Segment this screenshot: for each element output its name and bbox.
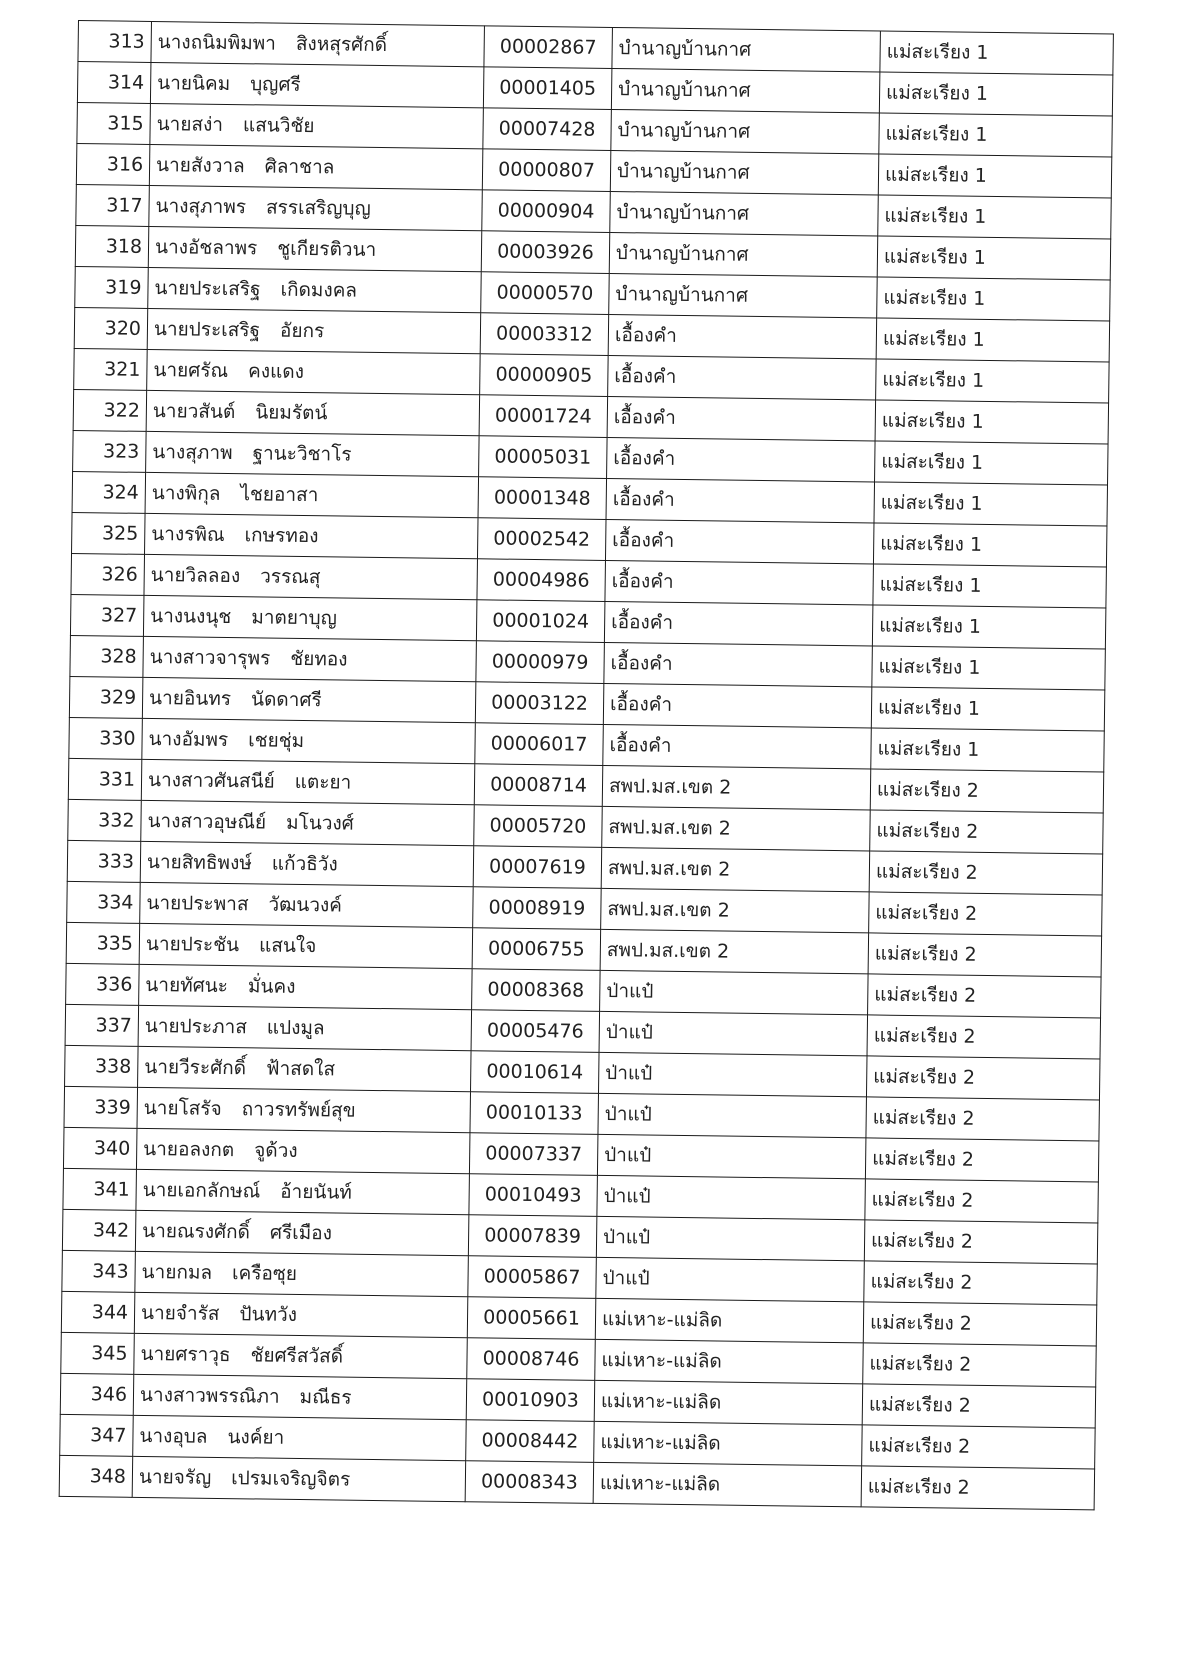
row-number: 319 bbox=[75, 266, 149, 308]
member-id: 00004986 bbox=[477, 559, 606, 602]
name-title-first: นายจรัญ bbox=[138, 1465, 212, 1489]
member-id: 00007839 bbox=[468, 1215, 597, 1258]
surname: ศิลาชาล bbox=[264, 155, 335, 179]
member-name bbox=[150, 103, 484, 148]
name-title-first: นายศรัณ bbox=[153, 359, 229, 382]
unit-name: สพป.มส.เขต 2 bbox=[601, 888, 870, 933]
zone-name: แม่สะเรียง 2 bbox=[863, 1302, 1097, 1346]
unit-name: แม่เหาะ-แม่ลิด bbox=[594, 1380, 863, 1425]
zone-name: แม่สะเรียง 1 bbox=[876, 318, 1110, 362]
name-title-first: นางถนิมพิมพา bbox=[157, 31, 277, 55]
row-number: 336 bbox=[66, 963, 140, 1005]
name-title-first: นายสิทธิพงษ์ bbox=[146, 850, 252, 875]
member-id: 00001405 bbox=[483, 67, 612, 110]
surname: วัฒนวงค์ bbox=[268, 893, 343, 917]
surname: ศรีเมือง bbox=[269, 1221, 333, 1245]
member-id: 00003312 bbox=[480, 313, 609, 356]
zone-name: แม่สะเรียง 1 bbox=[873, 564, 1107, 608]
name-title-first: นายวิลลอง bbox=[150, 564, 241, 588]
row-number: 318 bbox=[75, 225, 149, 267]
member-name bbox=[146, 431, 480, 476]
unit-name: ป่าแป๋ bbox=[598, 1052, 867, 1097]
unit-name: ป่าแป๋ bbox=[596, 1216, 865, 1261]
member-id: 00007337 bbox=[469, 1133, 598, 1176]
member-name bbox=[142, 677, 476, 722]
member-id: 00005867 bbox=[468, 1256, 597, 1299]
surname: ฐานะวิชาโร bbox=[252, 442, 352, 466]
member-id: 00007428 bbox=[483, 108, 612, 151]
zone-name: แม่สะเรียง 2 bbox=[868, 974, 1102, 1018]
unit-name: เอื้องคำ bbox=[605, 519, 874, 564]
unit-name: บำนาญบ้านกาศ bbox=[610, 191, 879, 236]
row-number: 338 bbox=[65, 1045, 139, 1087]
member-id: 00008714 bbox=[474, 764, 603, 807]
surname: มณีธร bbox=[299, 1386, 352, 1409]
unit-name: ป่าแป๋ bbox=[596, 1257, 865, 1302]
unit-name: บำนาญบ้านกาศ bbox=[610, 150, 879, 195]
member-name bbox=[140, 841, 474, 886]
surname: วรรณสุ bbox=[260, 565, 321, 589]
row-number: 316 bbox=[76, 143, 150, 185]
unit-name: ป่าแป๋ bbox=[599, 1011, 868, 1056]
member-name bbox=[147, 349, 481, 394]
row-number: 324 bbox=[72, 471, 146, 513]
row-number: 344 bbox=[61, 1291, 135, 1333]
row-number: 345 bbox=[61, 1332, 135, 1374]
member-name bbox=[140, 882, 474, 927]
surname: มาตยาบุญ bbox=[251, 606, 338, 630]
member-id: 00002867 bbox=[484, 26, 613, 69]
row-number: 331 bbox=[68, 758, 142, 800]
row-number: 323 bbox=[73, 430, 147, 472]
member-name bbox=[145, 513, 479, 558]
surname: มั่นคง bbox=[247, 975, 296, 998]
surname: แปงมูล bbox=[266, 1016, 325, 1040]
zone-name: แม่สะเรียง 1 bbox=[874, 482, 1108, 526]
member-name bbox=[142, 718, 476, 763]
row-number: 348 bbox=[59, 1455, 133, 1497]
name-title-first: นายณรงศักดิ์ bbox=[142, 1219, 251, 1244]
surname: เครือซุย bbox=[231, 1262, 298, 1285]
name-title-first: นางสุภาพร bbox=[155, 195, 247, 219]
surname: บุญศรี bbox=[250, 73, 301, 96]
member-name bbox=[136, 1169, 470, 1214]
unit-name: สพป.มส.เขต 2 bbox=[600, 929, 869, 974]
zone-name: แม่สะเรียง 1 bbox=[871, 728, 1105, 772]
member-name bbox=[136, 1128, 470, 1173]
name-title-first: นายโสรัจ bbox=[143, 1096, 222, 1120]
member-name bbox=[134, 1292, 468, 1337]
row-number: 317 bbox=[76, 184, 150, 226]
member-name bbox=[133, 1374, 467, 1419]
name-title-first: นายจำรัส bbox=[140, 1301, 220, 1325]
name-title-first: นายนิคม bbox=[157, 72, 231, 95]
zone-name: แม่สะเรียง 1 bbox=[875, 441, 1109, 485]
member-id: 00000570 bbox=[481, 272, 610, 315]
name-title-first: นางสาวจารุพร bbox=[149, 645, 271, 670]
name-title-first: นายอินทร bbox=[148, 686, 232, 711]
zone-name: แม่สะเรียง 2 bbox=[867, 1015, 1101, 1059]
roster-sheet bbox=[59, 20, 1048, 1510]
member-name bbox=[148, 267, 482, 312]
zone-name: แม่สะเรียง 2 bbox=[864, 1261, 1098, 1305]
zone-name: แม่สะเรียง 1 bbox=[878, 154, 1112, 198]
member-name bbox=[148, 226, 482, 271]
member-id: 00003926 bbox=[481, 231, 610, 274]
member-id: 00008442 bbox=[466, 1420, 595, 1463]
member-id: 00008343 bbox=[465, 1461, 594, 1504]
zone-name: แม่สะเรียง 1 bbox=[877, 236, 1111, 280]
row-number: 334 bbox=[67, 881, 141, 923]
name-title-first: นายกมล bbox=[141, 1260, 213, 1284]
row-number: 315 bbox=[77, 102, 151, 144]
name-title-first: นางสาวพรรณิภา bbox=[139, 1383, 280, 1408]
surname: ชัยทอง bbox=[290, 647, 348, 671]
zone-name: แม่สะเรียง 2 bbox=[870, 769, 1104, 813]
member-id: 00006017 bbox=[475, 723, 604, 766]
unit-name: แม่เหาะ-แม่ลิด bbox=[594, 1421, 863, 1466]
zone-name: แม่สะเรียง 1 bbox=[871, 687, 1105, 731]
zone-name: แม่สะเรียง 1 bbox=[880, 31, 1114, 75]
surname: อ้ายนันท์ bbox=[280, 1180, 353, 1204]
surname: ไชยอาสา bbox=[240, 483, 319, 507]
row-number: 326 bbox=[71, 553, 145, 595]
name-title-first: นางอุบล bbox=[139, 1424, 208, 1448]
zone-name: แม่สะเรียง 1 bbox=[879, 113, 1113, 157]
unit-name: เอื้องคำ bbox=[608, 355, 877, 400]
row-number: 321 bbox=[74, 348, 148, 390]
surname: สรรเสริญบุญ bbox=[265, 196, 371, 220]
surname: แตะยา bbox=[294, 770, 352, 794]
member-id: 00001348 bbox=[478, 477, 607, 520]
member-id: 00000979 bbox=[476, 641, 605, 684]
name-title-first: นางนงนุช bbox=[150, 604, 232, 629]
member-name bbox=[138, 1046, 472, 1091]
name-title-first: นางอัมพร bbox=[148, 727, 229, 752]
row-number: 332 bbox=[68, 799, 142, 841]
member-name bbox=[141, 759, 475, 804]
member-id: 00006755 bbox=[472, 928, 601, 971]
row-number: 341 bbox=[63, 1168, 137, 1210]
name-title-first: นายสังวาล bbox=[155, 154, 245, 178]
name-title-first: นางสาวศันสนีย์ bbox=[147, 768, 275, 793]
unit-name: บำนาญบ้านกาศ bbox=[611, 68, 880, 113]
member-id: 00000905 bbox=[480, 354, 609, 397]
surname: เปรมเจริญจิตร bbox=[231, 1467, 351, 1491]
member-name bbox=[144, 554, 478, 599]
unit-name: สพป.มส.เขต 2 bbox=[601, 847, 870, 892]
member-name bbox=[149, 144, 483, 189]
member-id: 00005661 bbox=[467, 1297, 596, 1340]
name-title-first: นายเอกลักษณ์ bbox=[142, 1178, 261, 1203]
zone-name: แม่สะเรียง 1 bbox=[879, 72, 1113, 116]
member-name bbox=[139, 964, 473, 1009]
row-number: 314 bbox=[77, 62, 151, 104]
member-name bbox=[141, 800, 475, 845]
unit-name: บำนาญบ้านกาศ bbox=[611, 109, 880, 154]
unit-name: แม่เหาะ-แม่ลิด bbox=[595, 1339, 864, 1384]
name-title-first: นายสง่า bbox=[156, 113, 224, 136]
row-number: 337 bbox=[65, 1004, 139, 1046]
member-id: 00005476 bbox=[471, 1010, 600, 1053]
unit-name: เอื้องคำ bbox=[607, 437, 876, 482]
row-number: 329 bbox=[69, 676, 143, 718]
member-id: 00001724 bbox=[479, 395, 608, 438]
unit-name: เอื้องคำ bbox=[607, 396, 876, 441]
member-name bbox=[135, 1210, 469, 1255]
member-name bbox=[139, 923, 473, 968]
surname: ชัยศรีสวัสดิ์ bbox=[250, 1344, 344, 1368]
unit-name: ป่าแป๋ bbox=[597, 1175, 866, 1220]
name-title-first: นายวีระศักดิ์ bbox=[144, 1055, 247, 1080]
member-id: 00003122 bbox=[475, 682, 604, 725]
name-title-first: นางสาวอุษณีย์ bbox=[147, 809, 267, 834]
row-number: 342 bbox=[62, 1209, 136, 1251]
member-name bbox=[145, 472, 479, 517]
member-id: 00010493 bbox=[469, 1174, 598, 1217]
row-number: 346 bbox=[60, 1373, 134, 1415]
member-name bbox=[135, 1251, 469, 1296]
zone-name: แม่สะเรียง 2 bbox=[869, 892, 1103, 936]
name-title-first: นายประภาส bbox=[144, 1014, 248, 1039]
zone-name: แม่สะเรียง 1 bbox=[873, 523, 1107, 567]
name-title-first: นายประชัน bbox=[145, 932, 240, 957]
zone-name: แม่สะเรียง 2 bbox=[861, 1466, 1095, 1510]
unit-name: เอื้องคำ bbox=[606, 478, 875, 523]
surname: คงแดง bbox=[247, 360, 305, 383]
name-title-first: นางอัชลาพร bbox=[154, 236, 258, 260]
row-number: 333 bbox=[67, 840, 141, 882]
member-id: 00000807 bbox=[482, 149, 611, 192]
row-number: 325 bbox=[72, 512, 146, 554]
unit-name: สพป.มส.เขต 2 bbox=[602, 765, 871, 810]
surname: ชูเกียรติวนา bbox=[277, 237, 377, 261]
member-id: 00010133 bbox=[470, 1092, 599, 1135]
roster-body bbox=[59, 21, 1113, 1510]
unit-name: เอื้องคำ bbox=[605, 560, 874, 605]
unit-name: แม่เหาะ-แม่ลิด bbox=[595, 1298, 864, 1343]
member-id: 00005720 bbox=[474, 805, 603, 848]
member-id: 00001024 bbox=[476, 600, 605, 643]
member-id: 00010903 bbox=[466, 1379, 595, 1422]
surname: จูด้วง bbox=[254, 1139, 298, 1162]
member-id: 00008919 bbox=[473, 887, 602, 930]
surname: นัดดาศรี bbox=[250, 688, 322, 712]
row-number: 313 bbox=[78, 21, 152, 63]
unit-name: เอื้องคำ bbox=[608, 314, 877, 359]
zone-name: แม่สะเรียง 2 bbox=[865, 1138, 1099, 1182]
zone-name: แม่สะเรียง 2 bbox=[866, 1097, 1100, 1141]
surname: ถาวรทรัพย์สุข bbox=[241, 1098, 356, 1122]
unit-name: ป่าแป๋ bbox=[598, 1093, 867, 1138]
row-number: 339 bbox=[64, 1086, 138, 1128]
member-id: 00002542 bbox=[477, 518, 606, 561]
unit-name: เอื้องคำ bbox=[604, 642, 873, 687]
zone-name: แม่สะเรียง 1 bbox=[872, 646, 1106, 690]
name-title-first: นายประพาส bbox=[146, 891, 249, 916]
name-title-first: นางพิกุล bbox=[151, 482, 221, 505]
zone-name: แม่สะเรียง 1 bbox=[877, 277, 1111, 321]
name-title-first: นายทัศนะ bbox=[145, 973, 229, 998]
zone-name: แม่สะเรียง 2 bbox=[864, 1220, 1098, 1264]
member-id: 00010614 bbox=[471, 1051, 600, 1094]
unit-name: สพป.มส.เขต 2 bbox=[602, 806, 871, 851]
member-id: 00008746 bbox=[467, 1338, 596, 1381]
surname: อัยกร bbox=[279, 319, 325, 343]
surname: นงค์ยา bbox=[227, 1426, 285, 1449]
row-number: 343 bbox=[62, 1250, 136, 1292]
row-number: 327 bbox=[70, 594, 144, 636]
unit-name: บำนาญบ้านกาศ bbox=[609, 273, 878, 318]
zone-name: แม่สะเรียง 1 bbox=[878, 195, 1112, 239]
member-name bbox=[143, 595, 477, 640]
zone-name: แม่สะเรียง 2 bbox=[865, 1179, 1099, 1223]
zone-name: แม่สะเรียง 2 bbox=[869, 851, 1103, 895]
surname: แสนใจ bbox=[258, 934, 317, 958]
member-name bbox=[134, 1333, 468, 1378]
unit-name: เอื้องคำ bbox=[603, 683, 872, 728]
member-id: 00008368 bbox=[472, 969, 601, 1012]
name-title-first: นายวสันต์ bbox=[152, 400, 236, 424]
row-number: 330 bbox=[69, 717, 143, 759]
surname: สิงหสุรศักดิ์ bbox=[295, 32, 388, 57]
zone-name: แม่สะเรียง 2 bbox=[862, 1384, 1096, 1428]
member-name bbox=[137, 1087, 471, 1132]
row-number: 340 bbox=[63, 1127, 137, 1169]
zone-name: แม่สะเรียง 2 bbox=[870, 810, 1104, 854]
surname: มโนวงศ์ bbox=[285, 811, 354, 835]
unit-name: แม่เหาะ-แม่ลิด bbox=[593, 1462, 862, 1507]
row-number: 347 bbox=[60, 1414, 134, 1456]
member-name bbox=[147, 308, 481, 353]
zone-name: แม่สะเรียง 2 bbox=[863, 1343, 1097, 1387]
name-title-first: นายอลงกต bbox=[143, 1137, 235, 1162]
member-name bbox=[150, 62, 484, 107]
zone-name: แม่สะเรียง 1 bbox=[872, 605, 1106, 649]
zone-name: แม่สะเรียง 1 bbox=[875, 400, 1109, 444]
name-title-first: นายศราวุธ bbox=[140, 1342, 231, 1367]
member-name bbox=[151, 21, 485, 66]
surname: นิยมรัตน์ bbox=[255, 401, 328, 425]
surname: ปันทวัง bbox=[239, 1303, 298, 1326]
surname: เชยชุ่ม bbox=[248, 729, 305, 753]
member-name bbox=[143, 636, 477, 681]
name-title-first: นางรพิณ bbox=[151, 523, 225, 546]
member-roster-table bbox=[59, 20, 1114, 1510]
member-name bbox=[132, 1456, 466, 1501]
unit-name: เอื้องคำ bbox=[603, 724, 872, 769]
row-number: 322 bbox=[73, 389, 147, 431]
surname: แก้วธิวัง bbox=[271, 852, 338, 876]
unit-name: ป่าแป๋ bbox=[597, 1134, 866, 1179]
name-title-first: นายประเสริฐ bbox=[153, 318, 261, 342]
row-number: 320 bbox=[74, 307, 148, 349]
member-id: 00000904 bbox=[482, 190, 611, 233]
member-name bbox=[146, 390, 480, 435]
member-name bbox=[133, 1415, 467, 1460]
unit-name: บำนาญบ้านกาศ bbox=[612, 27, 881, 72]
unit-name: ป่าแป๋ bbox=[600, 970, 869, 1015]
surname: เกิดมงคล bbox=[280, 278, 358, 302]
member-name bbox=[149, 185, 483, 230]
zone-name: แม่สะเรียง 2 bbox=[862, 1425, 1096, 1469]
surname: เกษรทอง bbox=[244, 524, 319, 548]
name-title-first: นางสุภาพ bbox=[152, 441, 233, 465]
surname: ฟ้าสดใส bbox=[265, 1057, 336, 1081]
member-id: 00007619 bbox=[473, 846, 602, 889]
zone-name: แม่สะเรียง 2 bbox=[868, 933, 1102, 977]
row-number: 335 bbox=[66, 922, 140, 964]
unit-name: บำนาญบ้านกาศ bbox=[609, 232, 878, 277]
zone-name: แม่สะเรียง 2 bbox=[866, 1056, 1100, 1100]
row-number: 328 bbox=[70, 635, 144, 677]
surname: แสนวิชัย bbox=[242, 114, 315, 138]
name-title-first: นายประเสริฐ bbox=[154, 277, 261, 301]
member-name bbox=[138, 1005, 472, 1050]
unit-name: เอื้องคำ bbox=[604, 601, 873, 646]
zone-name: แม่สะเรียง 1 bbox=[876, 359, 1110, 403]
member-id: 00005031 bbox=[479, 436, 608, 479]
